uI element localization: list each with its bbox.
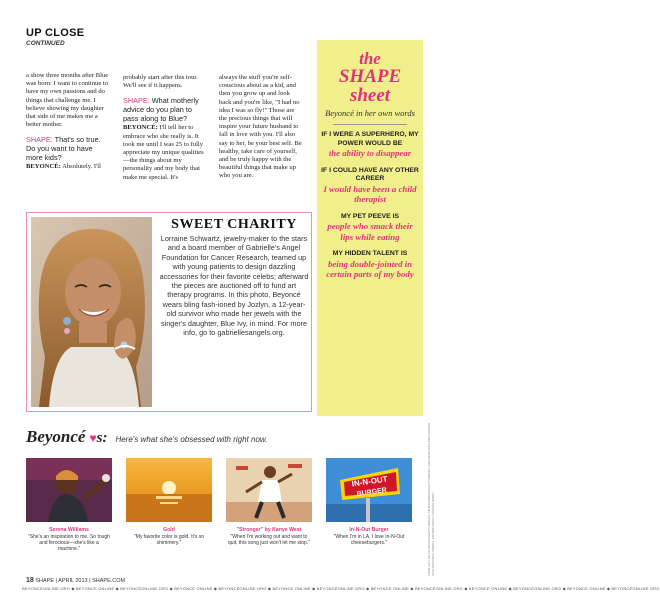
shape-sheet-answer: I would have been a child therapist xyxy=(323,183,417,204)
interview-answer xyxy=(123,124,207,181)
article-column-3 xyxy=(219,74,303,182)
shape-sheet-question: MY HIDDEN TALENT IS xyxy=(332,250,408,257)
obsession-title: Serena Williams xyxy=(49,527,89,533)
shape-sheet-question: IF I WERE A SUPERHERO, MY POWER WOULD BE xyxy=(321,131,419,147)
sign-bottom-text: BURGER xyxy=(356,486,388,499)
section-header xyxy=(26,27,84,47)
obsessions-list xyxy=(26,458,426,568)
obsessions-name: Beyoncé xyxy=(26,427,86,446)
heart-icon: ♥ xyxy=(89,431,97,445)
obsessions-header xyxy=(26,427,426,447)
obsession-quote: "My favorite color is gold. It's so shimmery." xyxy=(134,534,204,547)
obsession-quote: "When I'm in LA, I love In-N-Out cheeseburgers." xyxy=(333,534,405,547)
shape-sheet-item xyxy=(317,213,423,243)
in-n-out-sign-photo xyxy=(326,458,412,522)
continued-label: CONTINUED xyxy=(26,40,65,47)
obsession-item xyxy=(326,458,412,546)
article-paragraph: probably start after this tour. We'll see if it happens. xyxy=(123,74,198,90)
shape-sheet-answer: being double-jointed in certain parts of my body xyxy=(326,258,414,279)
obsession-item xyxy=(126,458,212,546)
answer-text: I'll tell her to embrace who she really is. It took me until I was 25 to fully appreciate my unique qualities—the things about my personality and my body that make me special. It's xyxy=(123,124,204,181)
photo-credit: FROM LEFT: MILLIE VIPOSKY/GETTY IMAGES; TIM MACKIMOVIC/GETTY IMAGES; HIGH RES/STOCK RED FOREIGN SHUTTERSTOCK; IMAGES: RICHARD DREW; FOREIGN ROBOT xyxy=(427,422,435,576)
obsession-title: "Stronger" by Kanye West xyxy=(236,527,302,533)
answer-text: Absolutely. I'll xyxy=(60,163,101,171)
article-paragraph: always the stuff you're self-conscious about as a kid, and then you grow up and look back and you're like, "I had no idea I was so fly!" Those are the precious things that will inspire your future husband to fall in love with you. I'll also say to her, be your best self. Be healthy, take care of yourself, and be truly happy with the beautiful things that make up who you are. xyxy=(219,74,302,180)
gold-sunset-photo xyxy=(126,458,212,522)
shape-sheet-answer: the ability to disappear xyxy=(328,148,412,158)
shape-sheet-title: SHAPE sheet xyxy=(338,66,402,106)
shape-sheet-subtitle: Beyoncé in her own words xyxy=(325,108,415,118)
section-title: UP CLOSE xyxy=(26,27,85,39)
page-folio xyxy=(26,577,125,584)
charity-title: SWEET CHARITY xyxy=(171,217,297,232)
answer-speaker: BEYONCÉ: xyxy=(123,124,158,132)
question-text: That's so true. Do you want to have more kids? xyxy=(26,135,101,163)
obsessions-suffix: s: xyxy=(96,430,108,446)
question-label: SHAPE: xyxy=(26,135,53,145)
sweet-charity-box xyxy=(26,212,312,412)
shape-sheet-question: MY PET PEEVE IS xyxy=(340,212,400,220)
obsession-quote: "She's an inspiration to me. So tough and ferocious—she's like a machine." xyxy=(28,534,110,553)
article-paragraph: a show three months after Blue was born: I want to continue to have my own passions and do things that challenge me. I believe showing my daughter that side of me makes me a better mother. xyxy=(26,72,109,129)
shape-sheet-question: IF I COULD HAVE ANY OTHER CAREER xyxy=(321,166,419,182)
charity-text xyxy=(159,217,309,337)
question-text: What motherly advice do you plan to pass along to Blue? xyxy=(123,96,199,124)
interview-question xyxy=(26,135,110,162)
page-number: 18 xyxy=(26,577,34,584)
article-column-2 xyxy=(123,74,207,183)
kanye-west-photo xyxy=(226,458,312,522)
shape-sheet-sidebar xyxy=(317,40,423,416)
interview-question xyxy=(123,96,207,123)
answer-speaker: BEYONCÉ: xyxy=(26,163,61,171)
shape-sheet-item xyxy=(317,250,423,280)
shape-sheet-the: the xyxy=(359,49,381,68)
charity-body: Lorraine Schwartz, jewelry-maker to the stars and a board member of Gabrielle's Angel Foundation for Cancer Research, teamed up with young patients to design dazzling accessories for their favorite celebs; afterward the pieces are auctioned off to fund art therapy programs. In this photo, Beyoncé wears bling fash-ioned by Jozlyn, a 12-year-old survivor who made her jewels with the singer's daughter, Blue Ivy, in mind. For more info, go to gabriellesangels.org. xyxy=(159,234,309,338)
page-footer xyxy=(22,577,660,593)
interview-answer xyxy=(26,163,110,171)
obsession-title: Gold xyxy=(163,527,175,533)
beyonce-portrait-photo xyxy=(31,217,152,407)
obsession-title: In-N-Out Burger xyxy=(349,527,389,533)
obsession-item xyxy=(226,458,312,546)
question-label: SHAPE: xyxy=(123,96,150,106)
watermark-ticker: BEYONCÉONLINE.ORG ◆ BEYONCE ONLINE ◆ BEYONCÉONLINE.ORG ◆ BEYONCE ONLINE ◆ BEYONCÉONLINE.ORG ◆ BEYONCE ONLINE ◆ BEYONCÉONLINE.ORG ◆ BEYONCE ONLINE ◆ BEYONCÉONLINE.ORG ◆ BEYONCE ONLINE ◆ BEYONCÉONLINE.ORG ◆ BEYONCE ONLINE ◆ BEYONCÉONLINE.ORG xyxy=(22,586,660,591)
obsession-item xyxy=(26,458,112,553)
shape-sheet-item xyxy=(317,131,423,159)
sign-top-text: IN-N-OUT xyxy=(351,474,389,489)
folio-text: SHAPE | APRIL 2013 | SHAPE.COM xyxy=(35,578,126,584)
divider xyxy=(333,124,407,125)
obsessions-tagline: Here's what she's obsessed with right now. xyxy=(115,435,268,444)
obsession-quote: "When I'm working out and want to quit, this song just won't let me stop." xyxy=(228,534,310,547)
article-column-1 xyxy=(26,72,110,173)
serena-williams-photo xyxy=(26,458,112,522)
shape-sheet-item xyxy=(317,167,423,205)
shape-sheet-answer: people who smack their lips while eating xyxy=(327,221,413,242)
